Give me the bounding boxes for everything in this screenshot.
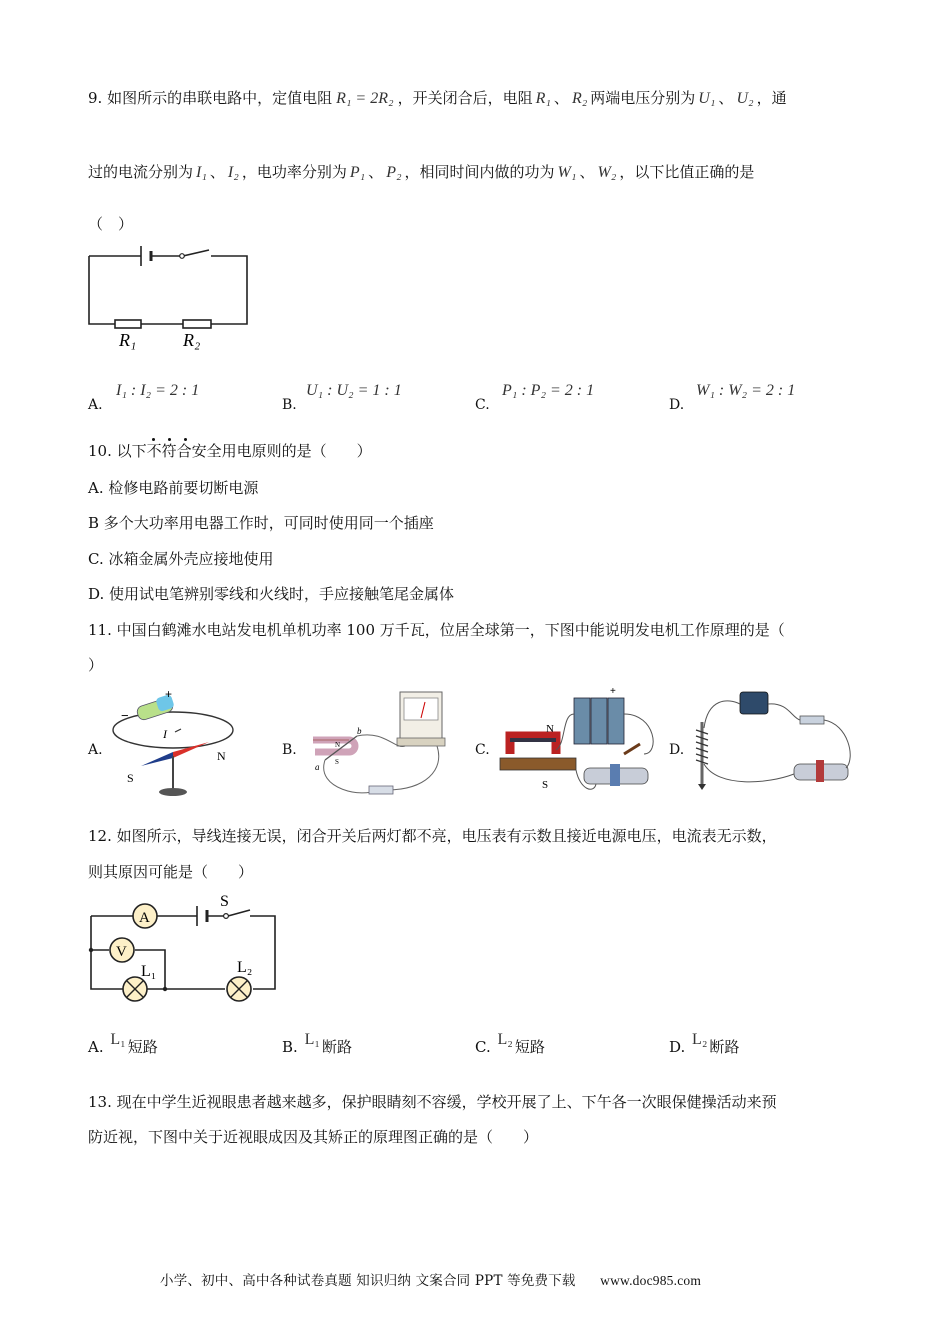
q9-sep: 、 (209, 163, 225, 181)
q9-option-a-label: A. (88, 397, 103, 413)
lamp-l2-label: L₂ (237, 959, 253, 976)
q9-line2-c: ，相同时间内做的功为 (404, 163, 555, 181)
wire-loop (113, 712, 233, 748)
rheostat-slider (610, 764, 620, 786)
switch (800, 716, 824, 724)
q9-w2: W₂ (597, 164, 617, 181)
q9-option-c-expr: P₁ : P₂ = 2 : 1 (502, 382, 595, 399)
q9-p2: P₂ (386, 164, 402, 181)
q9-eq-r1-2r2: R₁ = 2R₂ (336, 90, 394, 107)
q12-option-a (88, 1031, 158, 1057)
q9-w1: W₁ (557, 164, 577, 181)
q11-stem: 11. 中国白鹤滩水电站发电机单机功率 100 万千瓦，位居全球第一，下图中能说明发电机工作原理的是（ (88, 621, 785, 639)
switch (624, 744, 640, 754)
q9-r1: R₁ (535, 90, 551, 107)
needle-south (141, 752, 173, 766)
q12-option-b-label: B. (282, 1038, 298, 1056)
q9-fig-r2-label: R₂ (183, 330, 201, 350)
magnet-n-label: N (546, 723, 554, 735)
ammeter-label: A (139, 910, 150, 926)
q9-i2: I₂ (227, 164, 239, 181)
switch-label: S (220, 893, 229, 910)
q11-figure-c-motor (496, 684, 666, 799)
q9-sep: 、 (718, 89, 734, 107)
switch (369, 786, 393, 794)
q12-option-d-label: D. (669, 1038, 686, 1056)
switch-contact (180, 254, 185, 259)
q11-figure-b-induction (305, 690, 455, 800)
battery-cell (591, 698, 607, 744)
plus-sign: + (610, 686, 616, 697)
voltmeter-label: V (116, 944, 127, 960)
q12-option-b (282, 1031, 352, 1057)
magnet-s-label: S (542, 779, 549, 791)
junction-dot (89, 948, 93, 952)
q9-option-c-label: C. (475, 397, 490, 413)
wooden-base (500, 758, 576, 770)
q12-option-b-text: 断路 (321, 1038, 352, 1056)
q12-option-c (475, 1031, 545, 1057)
q9-line2 (88, 162, 754, 183)
q11-option-b-label: B. (282, 742, 297, 758)
north-label: N (217, 749, 226, 763)
rheostat-slider (816, 760, 824, 782)
q9-option-d-label: D. (669, 397, 685, 413)
lamp-l1-label: L₁ (141, 963, 157, 980)
q9-option-b-expr: U₁ : U₂ = 1 : 1 (306, 382, 402, 399)
q9-circuit-diagram (85, 240, 255, 355)
q13-stem-line2: 防近视，下图中关于近视眼成因及其矫正的原理图正确的是（ ） (88, 1128, 539, 1146)
wire (704, 764, 794, 782)
current-arrow (175, 729, 181, 732)
paper-clips (698, 784, 706, 790)
galvanometer-base (397, 738, 445, 746)
plus-sign: + (165, 687, 173, 701)
q9-line1 (88, 88, 787, 109)
q12-option-a-lamp: L₁ (110, 1031, 126, 1048)
battery-cell (608, 698, 624, 744)
q12-option-c-text: 短路 (514, 1038, 545, 1056)
q12-stem-line2: 则其原因可能是（ ） (88, 863, 254, 881)
wire (387, 746, 439, 790)
q9-i1: I₁ (196, 164, 207, 181)
q9-option-b-label: B. (282, 397, 297, 413)
wire (824, 720, 850, 768)
battery (740, 692, 768, 714)
stand-base (159, 788, 187, 796)
q9-text-2: ，开关闭合后，电阻 (397, 89, 533, 107)
q9-text-1: 9. 如图所示的串联电路中，定值电阻 (88, 89, 333, 107)
q9-u2: U₂ (736, 90, 754, 107)
junction-dot (163, 987, 167, 991)
wire (624, 714, 653, 754)
point-a-label: a (315, 762, 320, 772)
q9-p1: P₁ (349, 164, 366, 181)
q9-text-4: ，通 (756, 89, 787, 107)
q10-option-a: A. 检修电路前要切断电源 (88, 479, 259, 497)
q12-circuit-diagram (85, 892, 285, 1004)
resistor-r1 (115, 320, 141, 328)
q11-figure-a-oersted (105, 686, 245, 801)
q10-stem: 10. 以下不符合安全用电原则的是（ ） (88, 442, 372, 460)
switch-contact (224, 914, 229, 919)
footer-url[interactable]: www.doc985.com (600, 1273, 702, 1288)
q10-option-c: C. 冰箱金属外壳应接地使用 (88, 550, 274, 568)
q11-option-c-label: C. (475, 742, 490, 758)
q10-option-d: D. 使用试电笔辨别零线和火线时，手应接触笔尾金属体 (88, 585, 455, 603)
q9-sep: 、 (579, 163, 595, 181)
wire (324, 760, 375, 793)
q9-r2: R₂ (571, 90, 588, 107)
footer-text: 小学、初中、高中各种试卷真题 知识归纳 文案合同 PPT 等免费下载 (160, 1273, 576, 1289)
q12-option-a-label: A. (88, 1038, 104, 1056)
q9-text-3: 两端电压分别为 (590, 89, 696, 107)
current-label: I (163, 727, 167, 741)
q9-option-a-expr: I₁ : I₂ = 2 : 1 (116, 382, 200, 399)
q9-sep: 、 (553, 89, 569, 107)
q12-option-a-text: 短路 (127, 1038, 158, 1056)
resistor-r2 (183, 320, 211, 328)
needle-north (173, 742, 209, 758)
q12-option-d (669, 1031, 740, 1057)
q9-line2-d: ，以下比值正确的是 (619, 163, 755, 181)
south-label: S (127, 771, 134, 785)
magnet-s-label: S (335, 758, 339, 766)
battery-cell (574, 698, 590, 744)
minus-sign: − (121, 708, 129, 723)
q9-fig-r1-label: R₁ (119, 330, 137, 350)
page-footer (160, 1269, 701, 1289)
q12-option-c-label: C. (475, 1038, 491, 1056)
q11-option-a-label: A. (88, 742, 103, 758)
q9-line2-b: ，电功率分别为 (241, 163, 347, 181)
q12-stem-line1: 12. 如图所示，导线连接无误，闭合开关后两灯都不亮，电压表有示数且接近电源电压，电流表无示数， (88, 827, 777, 845)
q11-stem-end: ） (88, 656, 104, 674)
point-b-label: b (357, 726, 362, 736)
q9-u1: U₁ (698, 90, 716, 107)
q11-figure-d-electromagnet (688, 688, 858, 798)
q13-stem-line1: 13. 现在中学生近视眼患者越来越多，保护眼睛刻不容缓，学校开展了上、下午各一次眼保健操活动来预 (88, 1093, 777, 1111)
q9-sep: 、 (368, 163, 384, 181)
q11-option-d-label: D. (669, 742, 685, 758)
q9-option-d-expr: W₁ : W₂ = 2 : 1 (696, 382, 796, 399)
q12-option-d-text: 断路 (709, 1038, 740, 1056)
q12-option-d-lamp: L₂ (692, 1031, 708, 1048)
wire (768, 704, 800, 720)
q12-option-c-lamp: L₂ (497, 1031, 513, 1048)
q9-line2-a: 过的电流分别为 (88, 163, 194, 181)
q9-paren: （ ） (88, 215, 134, 233)
magnet-n-label: N (335, 741, 341, 749)
q10-option-b: B 多个大功率用电器工作时，可同时使用同一个插座 (88, 514, 434, 532)
q12-option-b-lamp: L₁ (304, 1031, 320, 1048)
wire (704, 701, 740, 728)
